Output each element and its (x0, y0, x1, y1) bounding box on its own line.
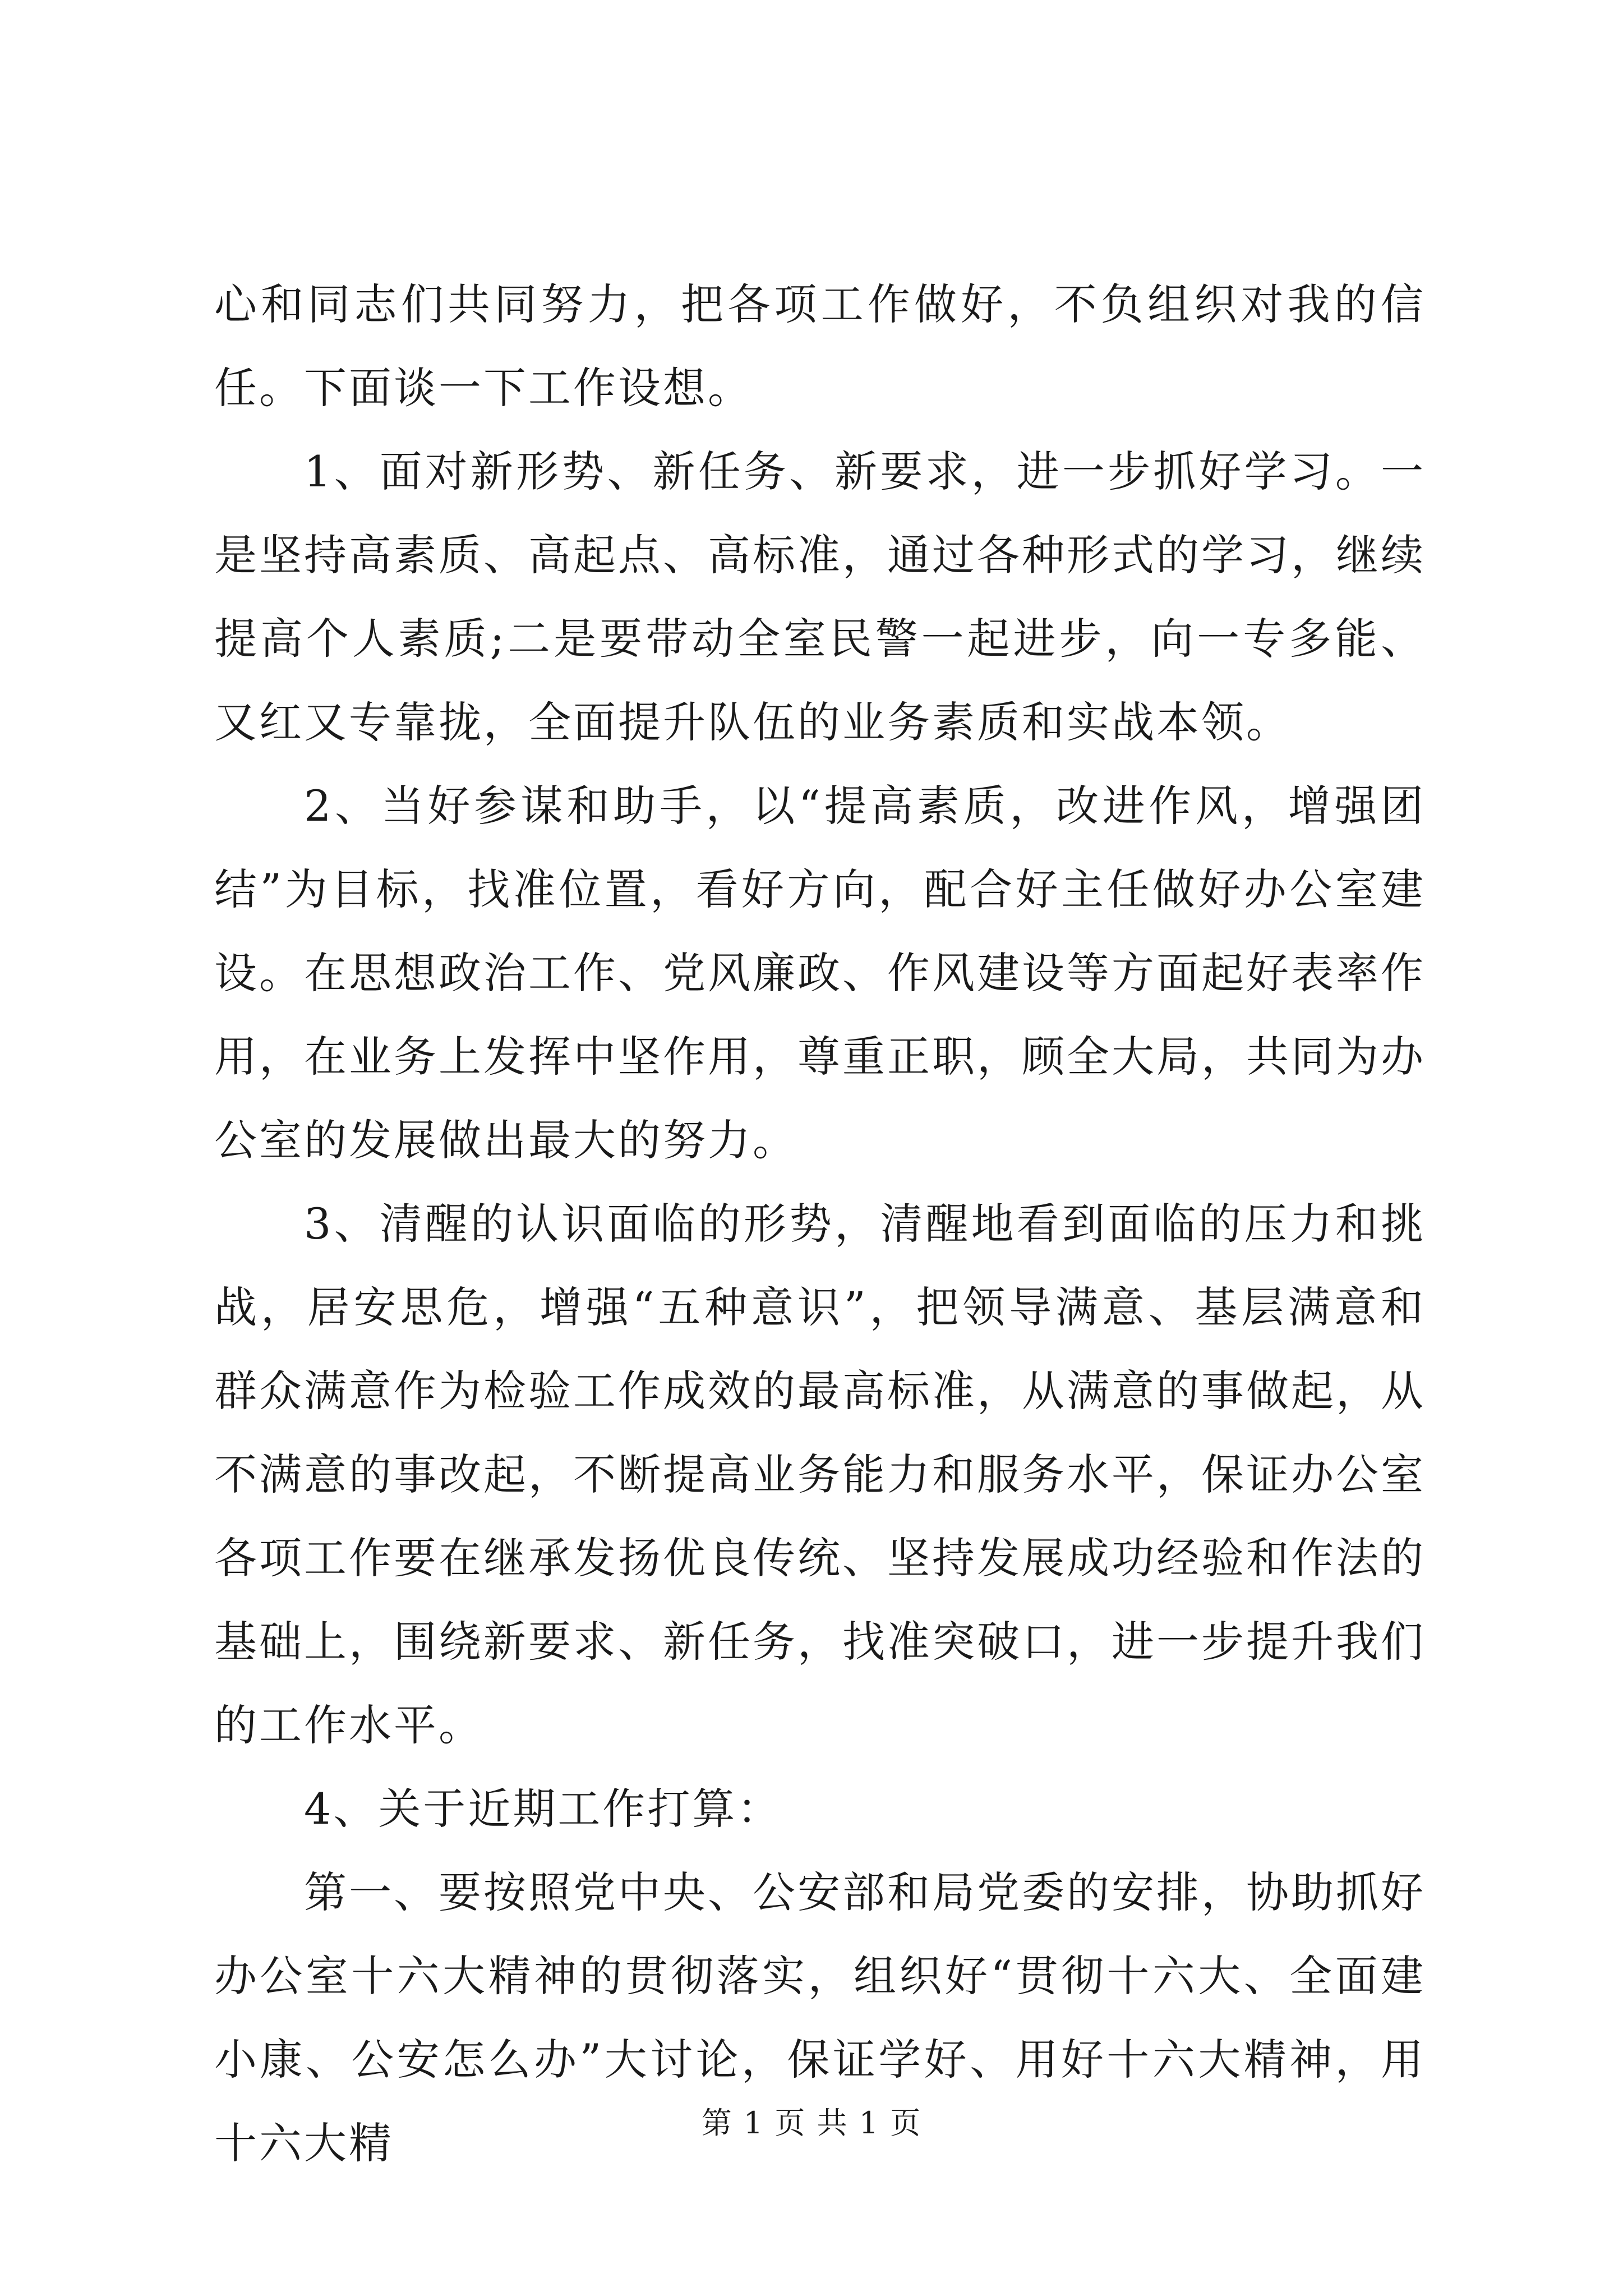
body-text (214, 263, 1426, 2185)
page-footer: 第 1 页 共 1 页 (701, 2105, 922, 2141)
paragraph-item-4: 4、关于近期工作打算： (304, 1784, 782, 1834)
paragraph-first-point: 第一、要按照党中央、公安部和局党委的安排，协助抓好办公室十六大精神的贯彻落实，组织好“贯彻十六大、全面建小康、公安怎么办”大讨论，保证学好、用好十六大精神，用十六大精 (214, 1867, 1426, 2168)
paragraph-continuation: 心和同志们共同努力，把各项工作做好，不负组织对我的信任。下面谈一下工作设想。 (214, 279, 1426, 413)
paragraph-item-2: 2、当好参谋和助手，以“提高素质，改进作风，增强团结”为目标，找准位置，看好方向，配合好主任做好办公室建设。在思想政治工作、党风廉政、作风建设等方面起好表率作用，在业务上发挥中坚作用，尊重正职，顾全大局，共同为办公室的发展做出最大的努力。 (214, 781, 1426, 1165)
paragraph-item-3: 3、清醒的认识面临的形势，清醒地看到面临的压力和挑战，居安思危，增强“五种意识”，把领导满意、基层满意和群众满意作为检验工作成效的最高标准，从满意的事做起，从不满意的事改起，不断提高业务能力和服务水平，保证办公室各项工作要在继承发扬优良传统、坚持发展成功经验和作法的基础上，围绕新要求、新任务，找准突破口，进一步提升我们的工作水平。 (214, 1199, 1426, 1750)
paragraph-item-1: 1、面对新形势、新任务、新要求，进一步抓好学习。一是坚持高素质、高起点、高标准，通过各种形式的学习，继续提高个人素质;二是要带动全室民警一起进步，向一专多能、又红又专靠拢，全面提升队伍的业务素质和实战本领。 (214, 447, 1426, 747)
